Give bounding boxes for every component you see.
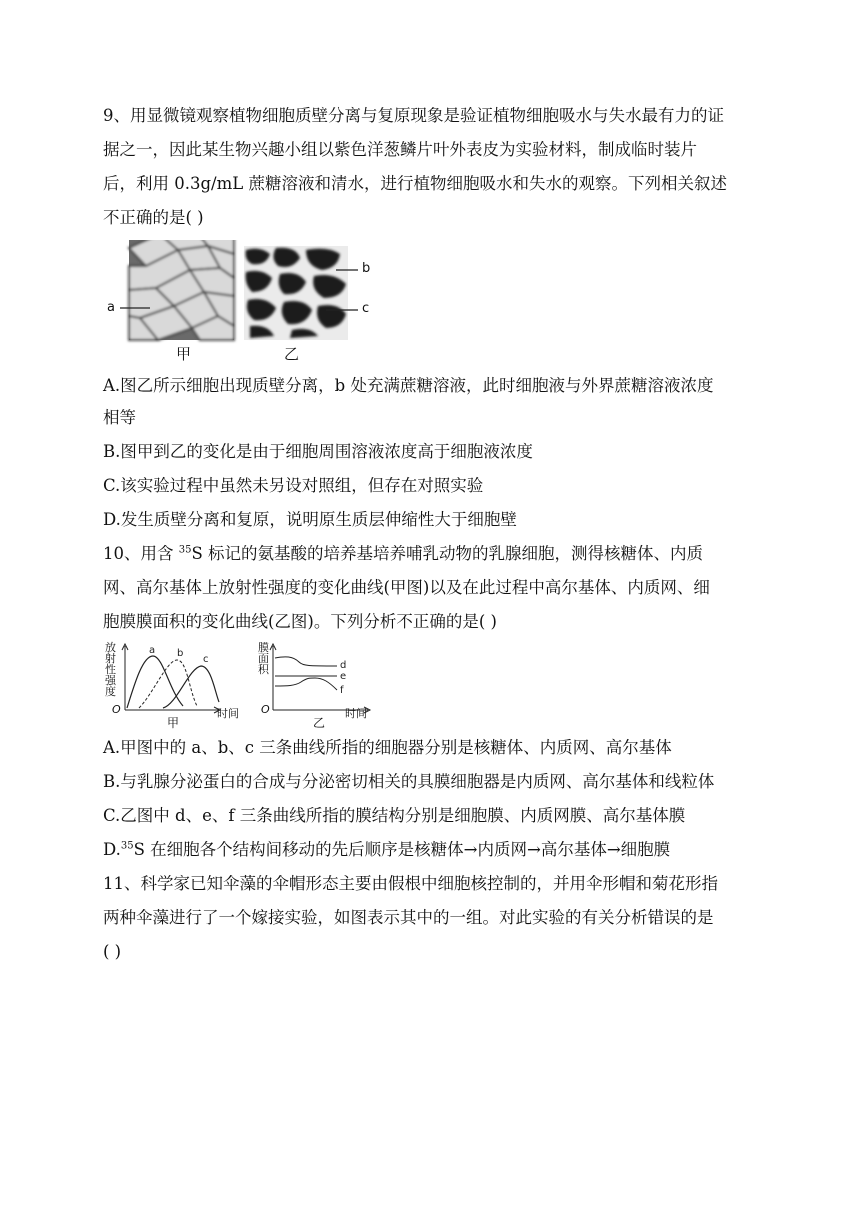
yi-xlabel: 时间 — [345, 707, 367, 720]
curve-d — [275, 657, 337, 666]
q9-option-a-line-2[interactable]: 相等 — [103, 408, 136, 427]
q10-stem-prefix: 10、用含 — [103, 544, 179, 563]
curve-label-f: f — [340, 685, 344, 696]
q10-stem-line-2: 网、高尔基体上放射性强度的变化曲线(甲图)以及在此过程中高尔基体、内质网、细 — [103, 578, 710, 597]
yi-origin: O — [261, 703, 270, 716]
jia-caption: 甲 — [167, 716, 180, 730]
q10-option-b[interactable]: B.与乳腺分泌蛋白的合成与分泌密切相关的具膜细胞器是内质网、高尔基体和线粒体 — [103, 772, 715, 791]
q9-micrographs — [100, 240, 380, 365]
curve-label-b: b — [177, 648, 184, 659]
q9-figure — [100, 240, 380, 365]
q9-stem-line-4: 不正确的是( ) — [103, 208, 204, 227]
q10-option-c[interactable]: C.乙图中 d、e、f 三条曲线所指的膜结构分别是细胞膜、内质网膜、高尔基体膜 — [103, 806, 686, 825]
caption-yi: 乙 — [284, 345, 300, 363]
isotope-mass-number: 35 — [178, 544, 192, 556]
q9-option-b[interactable]: B.图甲到乙的变化是由于细胞周围溶液浓度高于细胞液浓度 — [103, 442, 533, 461]
label-c: c — [362, 301, 370, 316]
q10-option-d[interactable] — [103, 838, 670, 862]
micrograph-yi — [244, 246, 358, 340]
isotope-mass-number-d: 35 — [120, 840, 134, 852]
q10-stem-line-3: 胞膜膜面积的变化曲线(乙图)。下列分析不正确的是( ) — [103, 612, 497, 631]
q11-stem-line-1: 11、科学家已知伞藻的伞帽形态主要由假根中细胞核控制的，并用伞形帽和菊花形指 — [103, 874, 718, 893]
q9-option-a-line-1[interactable]: A.图乙所示细胞出现质壁分离，b 处充满蔗糖溶液，此时细胞液与外界蔗糖溶液浓度 — [103, 376, 714, 395]
curve-label-a: a — [149, 645, 156, 656]
curve-label-d: d — [340, 660, 347, 671]
jia-ylabel: 放 射 性 强 度 — [105, 641, 116, 698]
q10-stem-line-1 — [103, 542, 703, 566]
caption-jia: 甲 — [176, 345, 192, 363]
label-a: a — [107, 300, 115, 315]
q11-stem-line-2: 两种伞藻进行了一个嫁接实验，如图表示其中的一组。对此实验的有关分析错误的是 — [103, 908, 714, 927]
label-b: b — [362, 261, 371, 276]
q10-stem-rest: S 标记的氨基酸的培养基培养哺乳动物的乳腺细胞，测得核糖体、内质 — [191, 544, 704, 563]
q9-option-d[interactable]: D.发生质壁分离和复原，说明原生质层伸缩性大于细胞壁 — [103, 510, 517, 529]
q10-option-d-rest: S 在细胞各个结构间移动的先后顺序是核糖体→内质网→高尔基体→细胞膜 — [133, 840, 671, 859]
yi-ylabel: 膜 面 积 — [258, 641, 269, 676]
q9-stem-line-3: 后，利用 0.3g/mL 蔗糖溶液和清水，进行植物细胞吸水和失水的观察。下列相关叙述 — [103, 174, 727, 193]
graph-yi — [270, 644, 370, 713]
q10-option-a[interactable]: A.甲图中的 a、b、c 三条曲线所指的细胞器分别是核糖体、内质网、高尔基体 — [103, 738, 672, 757]
curve-f — [275, 678, 337, 690]
q10-option-d-prefix: D. — [103, 840, 121, 859]
micrograph-jia — [120, 240, 234, 340]
jia-origin: O — [112, 703, 121, 716]
q9-stem-line-1: 9、用显微镜观察植物细胞质壁分离与复原现象是验证植物细胞吸水与失水最有力的证 — [103, 106, 724, 125]
jia-xlabel: 时间 — [217, 707, 239, 720]
curve-a — [127, 656, 183, 708]
yi-caption: 乙 — [313, 716, 326, 730]
curve-label-e: e — [340, 671, 347, 682]
curve-b — [139, 660, 197, 708]
q10-figure — [103, 641, 373, 730]
q9-stem-line-2: 据之一，因此某生物兴趣小组以紫色洋葱鳞片叶外表皮为实验材料，制成临时装片 — [103, 140, 697, 159]
q11-stem-line-3: ( ) — [103, 942, 122, 961]
curve-label-c: c — [203, 654, 209, 665]
q9-option-c[interactable]: C.该实验过程中虽然未另设对照组，但存在对照实验 — [103, 476, 484, 495]
